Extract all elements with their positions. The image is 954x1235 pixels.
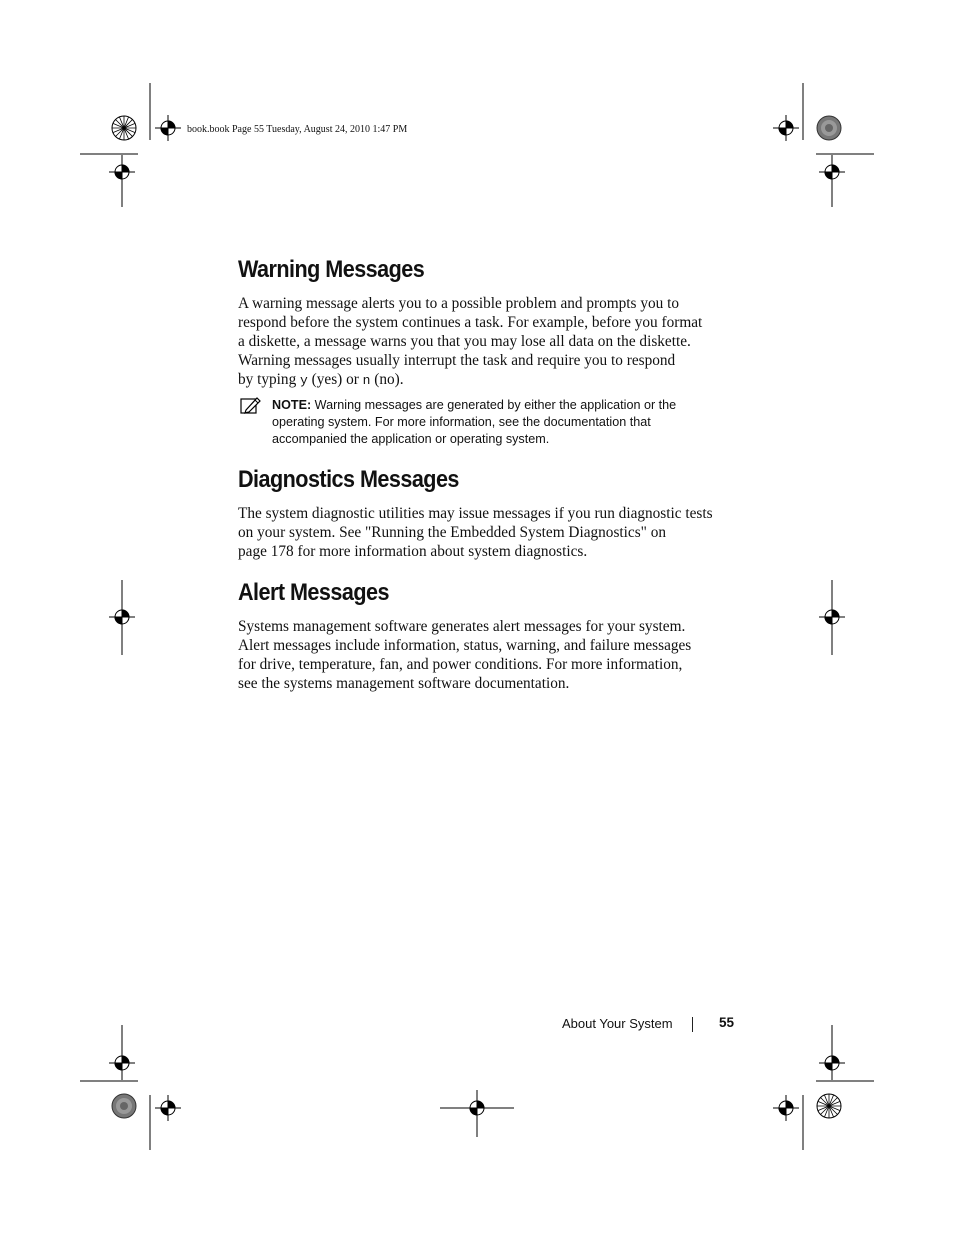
note-line (272, 397, 712, 414)
note-label: NOTE: (272, 398, 312, 412)
key-n: n (362, 373, 371, 388)
slug-line: book.book Page 55 Tuesday, August 24, 2010 1:47 PM (187, 124, 408, 135)
heading-alert-messages: Alert Messages (238, 579, 389, 606)
text-span: (yes) or (307, 371, 363, 388)
pencil-note-icon (240, 396, 262, 416)
text-line: respond before the system continues a task. For example, before you format (238, 314, 703, 331)
registration-mark-icon (80, 83, 181, 207)
heading-warning-messages: Warning Messages (238, 256, 425, 283)
text-line: Alert messages include information, status, warning, and failure messages (238, 637, 692, 654)
registration-mark-icon (440, 1090, 514, 1137)
footer-section-title: About Your System (562, 1016, 673, 1031)
text-line: A warning message alerts you to a possible problem and prompts you to (238, 295, 679, 312)
text-line (238, 370, 738, 390)
registration-mark-icon (109, 580, 135, 655)
registration-mark-icon (819, 580, 845, 655)
footer-divider (692, 1017, 693, 1032)
registration-mark-icon (80, 1025, 181, 1150)
text-line: Systems management software generates alert messages for your system. (238, 618, 686, 635)
diagnostics-paragraph (238, 504, 738, 561)
text-line: The system diagnostic utilities may issue messages if you run diagnostic tests (238, 505, 713, 522)
registration-mark-icon (773, 1025, 874, 1150)
text-line: a diskette, a message warns you that you may lose all data on the diskette. (238, 333, 691, 350)
registration-mark-icon (773, 83, 874, 207)
note-line: operating system. For more information, see the documentation that (272, 415, 651, 429)
text-span: by typing (238, 371, 301, 388)
text-line: page 178 for more information about system diagnostics. (238, 543, 588, 560)
note-block (272, 397, 712, 448)
alert-paragraph (238, 617, 738, 693)
text-line: Warning messages usually interrupt the task and require you to respond (238, 352, 676, 369)
warning-paragraph (238, 294, 738, 390)
key-y: y (300, 373, 308, 388)
text-line: for drive, temperature, fan, and power conditions. For more information, (238, 656, 683, 673)
text-line: see the systems management software documentation. (238, 675, 570, 692)
page-number: 55 (719, 1015, 735, 1030)
note-line: accompanied the application or operating system. (272, 432, 550, 446)
text-line: on your system. See "Running the Embedded System Diagnostics" on (238, 524, 667, 541)
note-text: Warning messages are generated by either the application or the (311, 398, 677, 412)
heading-diagnostics-messages: Diagnostics Messages (238, 466, 459, 493)
text-span: (no). (370, 371, 404, 388)
